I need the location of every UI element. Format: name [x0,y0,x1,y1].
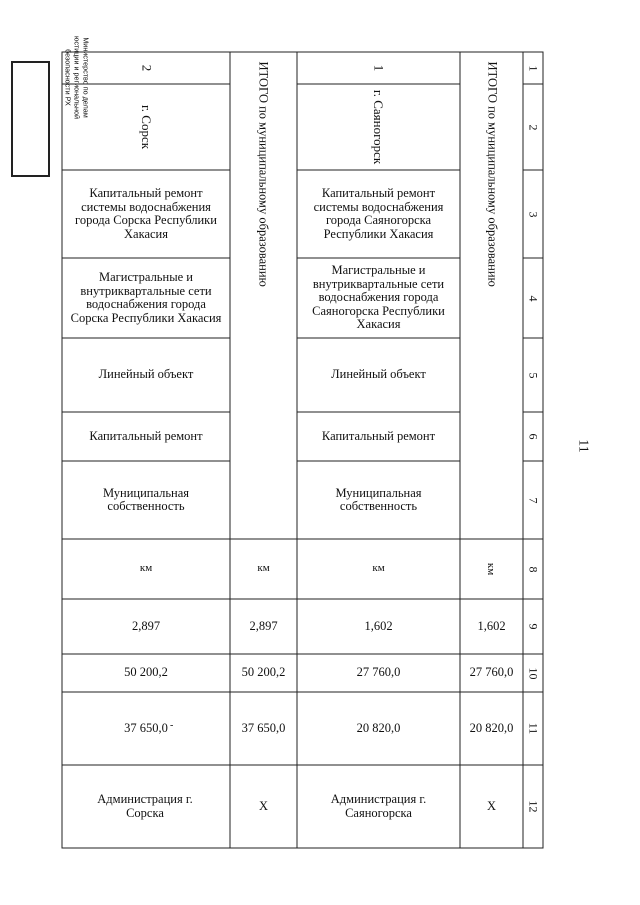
stamp-line-2: юстиции и региональной [72,36,82,119]
col-number-5: 5 [526,372,541,378]
row-1-unit: км [372,562,385,575]
row-1-city: г. Саяногорск [371,89,387,165]
total-1-cost: 27 760,0 [469,665,514,680]
col-number-9: 9 [526,623,541,630]
row-2-ownership: Муниципальная собственность [102,485,190,513]
row-1-capacity: 1,602 [364,618,393,633]
row-2-num: 2 [139,64,154,72]
row-1-ownership: Муниципальная собственность [335,485,422,513]
total-2-funding: 37 650,0 [241,720,286,735]
col-number-12: 12 [526,800,541,813]
total-2-cost: 50 200,2 [241,665,286,680]
page-number: 11 [575,439,591,453]
row-1-object: Магистральные и внутриквартальные сети водоснабжения города Саяногорска Республики Хакасия [312,263,445,332]
row-1-funding: 20 820,0 [356,720,401,735]
stamp-line-1: Министерство по делам [81,37,91,118]
col-number-10: 10 [526,667,541,679]
row-2-name: Капитальный ремонт системы водоснабжения города Сорска Республики Хакасия [75,186,217,241]
itogo-label-1: ИТОГО по муниципальному образованию [485,61,500,287]
col-number-7: 7 [526,497,541,503]
row-2-work: Капитальный ремонт [89,428,203,443]
col-number-2: 2 [526,124,541,130]
row-2-city: г. Сорск [139,104,154,150]
row-2-type: Линейный объект [98,367,194,382]
row-2-unit: км [139,562,153,575]
row-2-object: Магистральные и внутриквартальные сети водоснабжения города Сорска Республики Хакасия [70,270,222,325]
row-2-cost: 50 200,2 [124,665,168,680]
total-2-customer: X [258,798,269,813]
total-2-capacity: 2,897 [249,618,278,633]
row-1-name: Капитальный ремонт системы водоснабжения города Саяногорска Республики Хакасия [313,186,444,241]
col-number-11: 11 [526,722,541,735]
row-1-customer: Администрация г. Саяногорска [330,792,427,820]
dash-mark: - [170,720,174,731]
stamp-line-3: безопасности РХ [63,49,73,106]
row-1-work: Капитальный ремонт [321,428,436,443]
total-1-unit: км [485,562,498,576]
col-number-3: 3 [526,211,541,217]
row-1-cost: 27 760,0 [356,665,401,680]
row-2-funding: 37 650,0 [124,720,168,735]
row-1-num: 1 [371,64,387,72]
col-number-8: 8 [526,566,541,572]
itogo-label-2: ИТОГО по муниципальному образованию [256,61,271,287]
total-1-capacity: 1,602 [477,618,506,633]
row-2-capacity: 2,897 [131,618,161,633]
row-2-customer: Администрация г. Сорска [97,792,193,820]
col-number-4: 4 [526,295,541,301]
total-2-unit: км [257,562,270,575]
total-1-funding: 20 820,0 [469,720,514,735]
total-1-customer: X [486,798,497,813]
row-1-type: Линейный объект [331,367,426,382]
col-number-1: 1 [526,65,541,71]
col-number-6: 6 [526,433,541,440]
